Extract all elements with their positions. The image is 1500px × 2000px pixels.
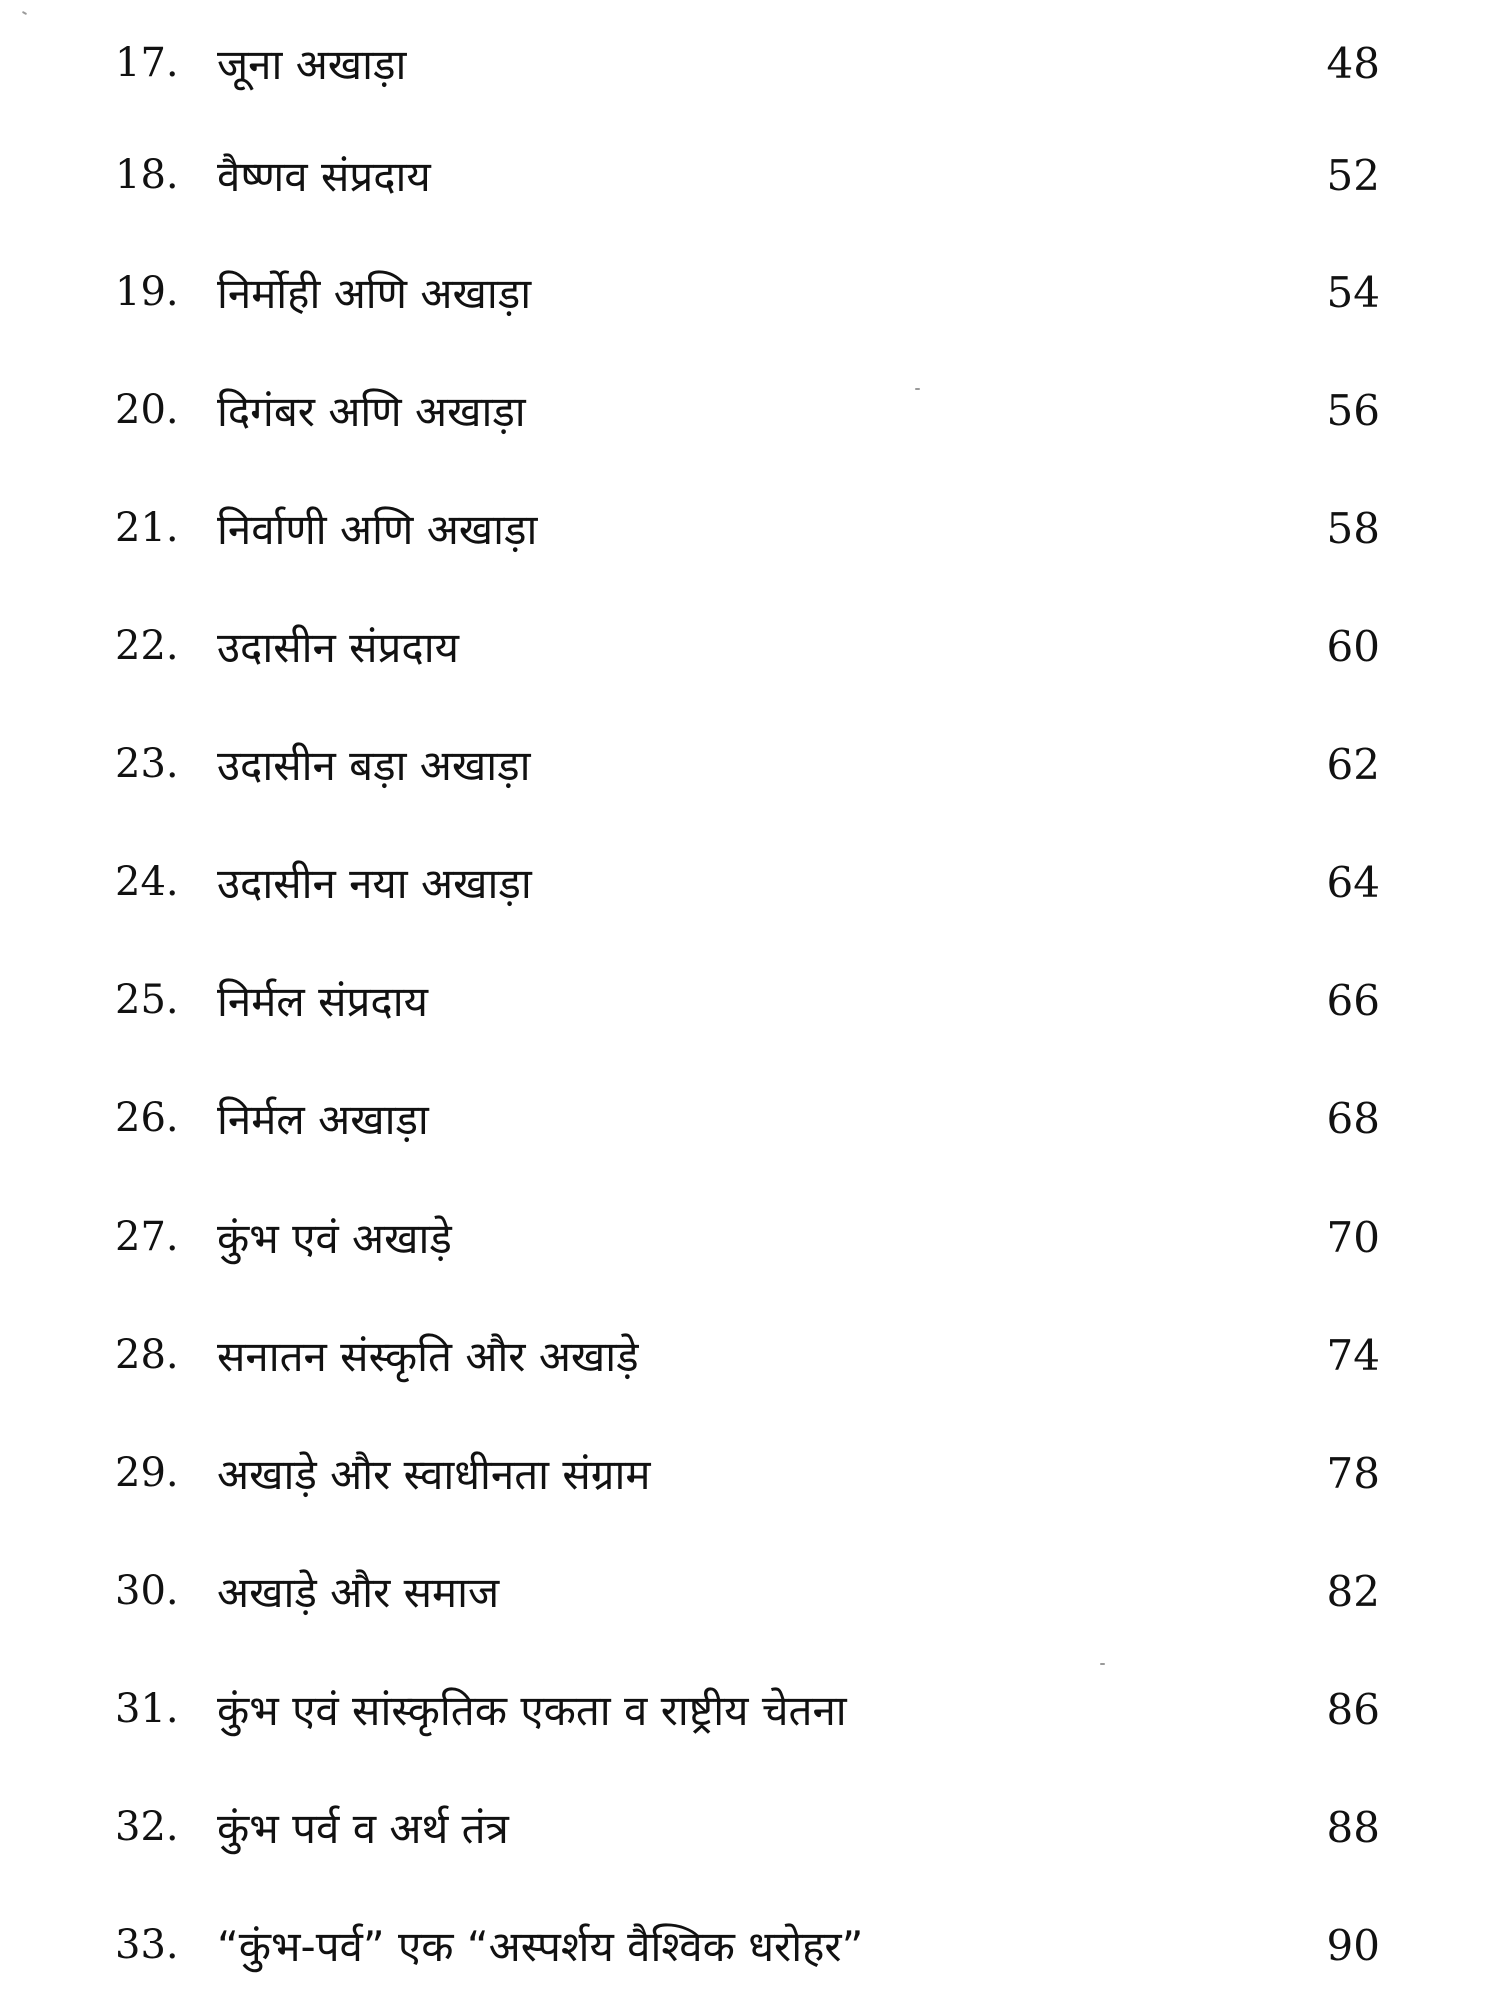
toc-entry [115, 601, 1380, 691]
entry-title: उदासीन संप्रदाय [217, 622, 459, 672]
entry-title: दिगंबर अणि अखाड़ा [217, 386, 526, 436]
entry-title: कुंभ एवं अखाड़े [217, 1213, 452, 1263]
entry-number: 21. [115, 505, 179, 551]
entry-page-number: 60 [1326, 621, 1380, 671]
toc-entry [115, 1782, 1380, 1872]
entry-title: सनातन संस्कृति और अखाड़े [217, 1331, 639, 1381]
entry-number: 18. [115, 152, 179, 198]
entry-page-number: 86 [1326, 1684, 1380, 1734]
entry-title: “कुंभ-पर्व” एक “अस्पर्शय वैश्विक धरोहर” [217, 1921, 864, 1971]
toc-entry [115, 18, 1380, 108]
entry-title: उदासीन नया अखाड़ा [217, 858, 532, 908]
toc-entry [115, 1546, 1380, 1636]
toc-entry [115, 1073, 1380, 1163]
entry-number: 19. [115, 269, 179, 315]
entry-page-number: 82 [1326, 1566, 1380, 1616]
entry-page-number: 74 [1326, 1330, 1380, 1380]
entry-page-number: 64 [1326, 857, 1380, 907]
entry-title: अखाड़े और स्वाधीनता संग्राम [217, 1449, 651, 1499]
toc-entry [115, 1192, 1380, 1282]
toc-entry [115, 837, 1380, 927]
entry-page-number: 90 [1326, 1920, 1380, 1970]
entry-title: उदासीन बड़ा अखाड़ा [217, 740, 531, 790]
entry-number: 31. [115, 1686, 179, 1732]
entry-page-number: 62 [1326, 739, 1380, 789]
entry-page-number: 52 [1326, 150, 1380, 200]
entry-page-number: 70 [1326, 1212, 1380, 1262]
entry-title: निर्मोही अणि अखाड़ा [217, 268, 532, 318]
paper-speck [1100, 1663, 1105, 1665]
entry-number: 33. [115, 1922, 179, 1968]
toc-entry [115, 1310, 1380, 1400]
entry-title: निर्मल संप्रदाय [217, 976, 428, 1026]
entry-title: वैष्णव संप्रदाय [217, 151, 431, 201]
entry-page-number: 54 [1326, 267, 1380, 317]
entry-number: 17. [115, 40, 179, 86]
entry-page-number: 68 [1326, 1093, 1380, 1143]
entry-page-number: 58 [1326, 503, 1380, 553]
entry-number: 30. [115, 1568, 179, 1614]
entry-number: 25. [115, 977, 179, 1023]
toc-entry [115, 130, 1380, 220]
entry-number: 28. [115, 1332, 179, 1378]
toc-entry [115, 719, 1380, 809]
entry-title: अखाड़े और समाज [217, 1567, 500, 1617]
toc-entry [115, 365, 1380, 455]
toc-entry [115, 247, 1380, 337]
toc-entry [115, 1428, 1380, 1518]
entry-page-number: 56 [1326, 385, 1380, 435]
entry-number: 32. [115, 1804, 179, 1850]
entry-number: 20. [115, 387, 179, 433]
entry-number: 26. [115, 1095, 179, 1141]
entry-title: कुंभ एवं सांस्कृतिक एकता व राष्ट्रीय चेतना [217, 1685, 847, 1735]
entry-number: 22. [115, 623, 179, 669]
entry-page-number: 48 [1326, 38, 1380, 88]
entry-number: 23. [115, 741, 179, 787]
toc-entry [115, 1900, 1380, 1990]
toc-entry [115, 955, 1380, 1045]
entry-number: 24. [115, 859, 179, 905]
paper-speck [915, 388, 920, 390]
entry-number: 29. [115, 1450, 179, 1496]
entry-title: कुंभ पर्व व अर्थ तंत्र [217, 1803, 509, 1853]
entry-title: निर्मल अखाड़ा [217, 1094, 429, 1144]
entry-page-number: 88 [1326, 1802, 1380, 1852]
toc-entry [115, 483, 1380, 573]
entry-page-number: 66 [1326, 975, 1380, 1025]
toc-entry [115, 1664, 1380, 1754]
entry-number: 27. [115, 1214, 179, 1260]
entry-title: निर्वाणी अणि अखाड़ा [217, 504, 538, 554]
entry-title: जूना अखाड़ा [217, 39, 407, 89]
entry-page-number: 78 [1326, 1448, 1380, 1498]
